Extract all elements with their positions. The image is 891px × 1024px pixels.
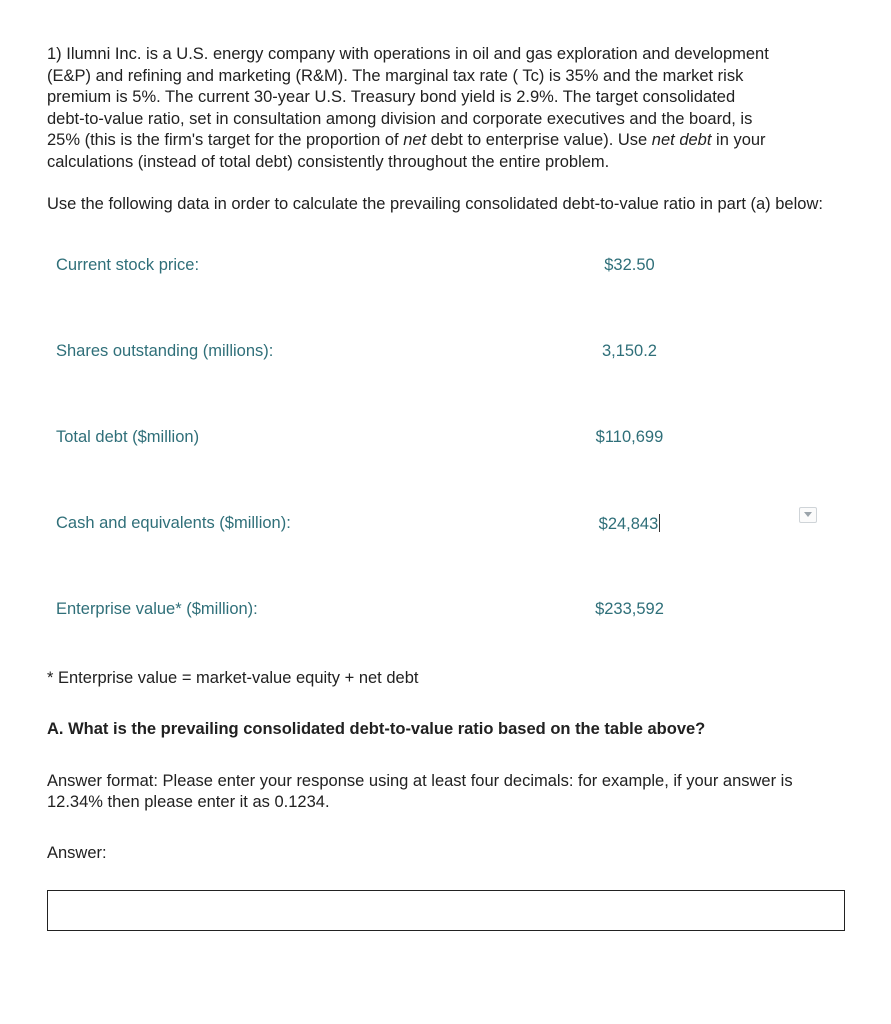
table-row xyxy=(47,256,837,342)
row-label: Enterprise value* ($million): xyxy=(56,599,258,618)
row-label: Current stock price: xyxy=(56,255,200,274)
row-label: Shares outstanding (millions): xyxy=(56,341,274,360)
question-content xyxy=(47,44,847,931)
chevron-down-icon xyxy=(804,512,812,517)
row-value: $233,592 xyxy=(595,599,664,618)
problem-intro xyxy=(47,44,847,173)
dropdown-toggle[interactable] xyxy=(799,507,817,523)
row-label: Total debt ($million) xyxy=(56,427,200,446)
row-value: $24,843 xyxy=(598,514,659,533)
intro-line-2: (E&P) and refining and marketing (R&M). The marginal tax rate ( Tc) is 35% and the market risk xyxy=(47,66,744,85)
intro-emphasis-net: net xyxy=(403,131,427,149)
answer-label: Answer: xyxy=(47,843,107,862)
answer-input[interactable] xyxy=(47,890,845,931)
intro-line-1: 1) Ilumni Inc. is a U.S. energy company with operations in oil and gas exploration and development xyxy=(47,45,769,63)
question-a: A. What is the prevailing consolidated debt-to-value ratio based on the table above? xyxy=(47,720,706,738)
row-label: Cash and equivalents ($million): xyxy=(56,513,291,532)
row-value: $32.50 xyxy=(604,255,655,274)
row-value: 3,150.2 xyxy=(601,341,657,360)
intro-line-6: calculations (instead of total debt) consistently throughout the entire problem. xyxy=(47,152,610,171)
data-instruction: Use the following data in order to calculate the prevailing consolidated debt-to-value ratio in part (a) below: xyxy=(47,195,823,213)
intro-line-4: debt-to-value ratio, set in consultation among division and corporate executives and the board, is xyxy=(47,109,753,128)
intro-line-5c: in your xyxy=(711,131,766,149)
text-cursor xyxy=(659,514,660,532)
intro-line-5b: debt to enterprise value). Use xyxy=(426,131,652,149)
intro-line-5a: 25% (this is the firm's target for the proportion of xyxy=(47,131,404,149)
answer-format-instructions: Answer format: Please enter your response using at least four decimals: for example, if your answer is 12.34% then please enter it as 0.1234. xyxy=(47,771,793,811)
row-value-cell[interactable] xyxy=(530,514,728,600)
intro-line-3: premium is 5%. The current 30-year U.S. Treasury bond yield is 2.9%. The target consolidated xyxy=(47,88,736,106)
financial-data-table xyxy=(47,256,837,686)
footnote: * Enterprise value = market-value equity + net debt xyxy=(47,668,419,687)
table-row xyxy=(47,428,837,514)
row-value: $110,699 xyxy=(595,427,664,446)
table-row xyxy=(47,514,837,600)
intro-emphasis-net-debt: net debt xyxy=(651,131,712,149)
table-row xyxy=(47,342,837,428)
